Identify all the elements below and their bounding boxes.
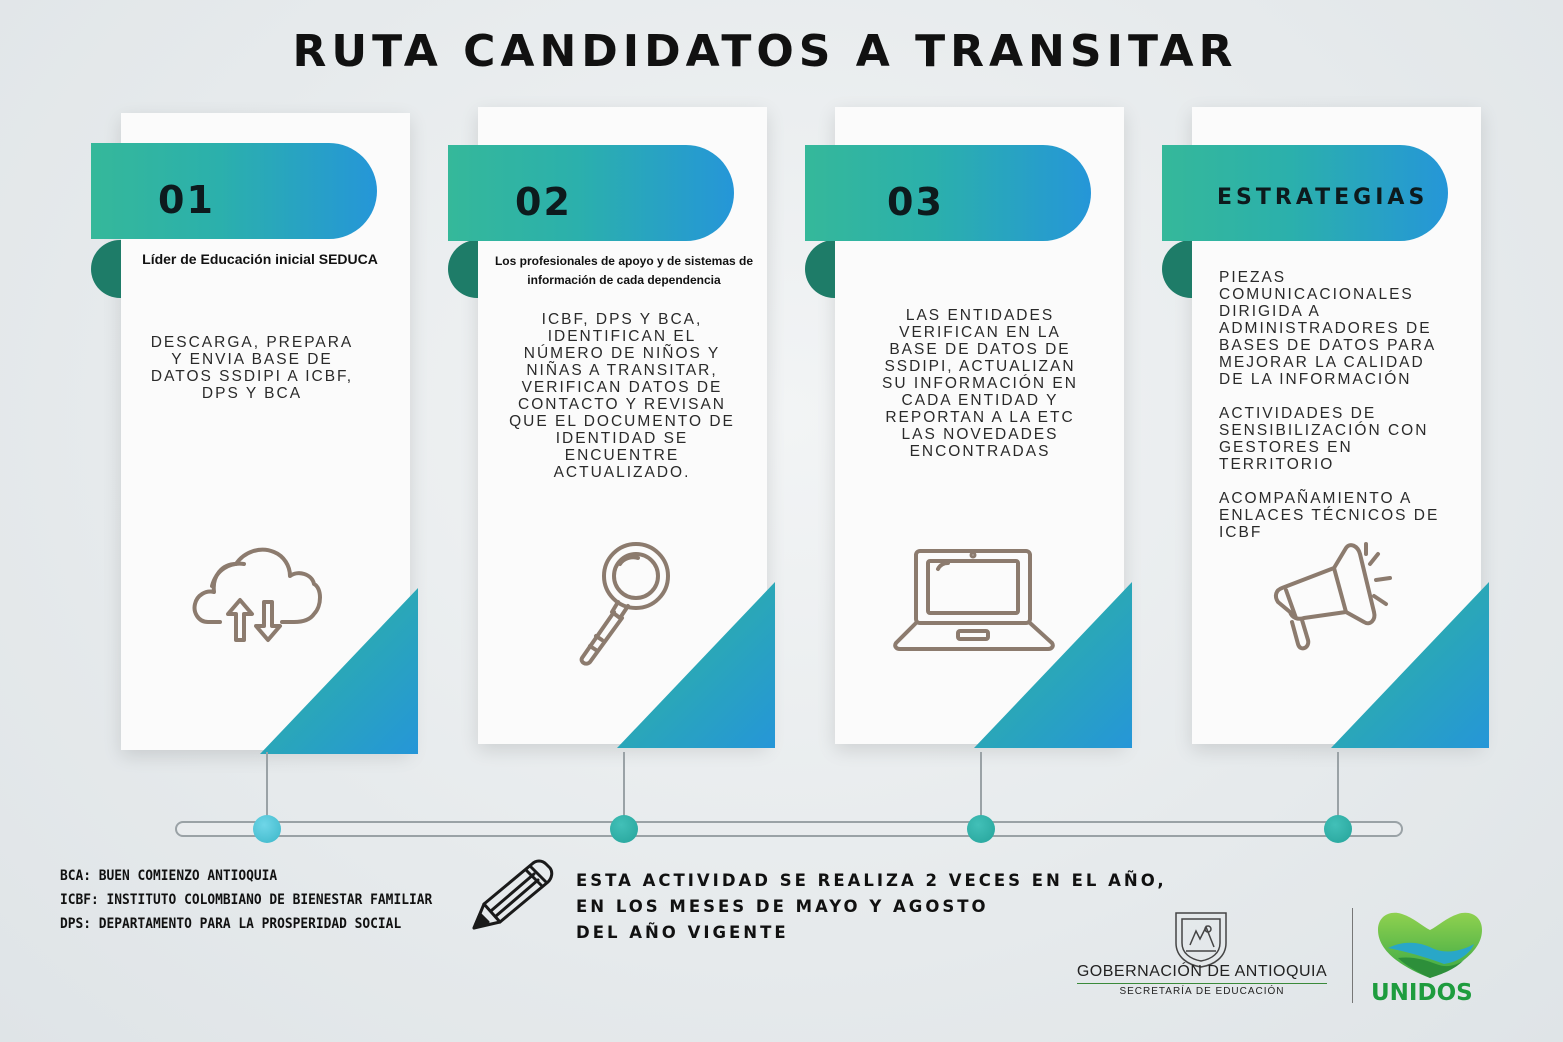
step-banner-03: [805, 145, 1091, 241]
step-banner-02: [448, 145, 734, 241]
unidos-wordmark: UNIDOS: [1371, 980, 1473, 1006]
glossary: [60, 864, 465, 936]
strategies-label: ESTRATEGIAS: [1217, 185, 1429, 210]
glossary-item: BCA: BUEN COMIENZO ANTIOQUIA: [60, 868, 278, 884]
banner-fold: [1162, 240, 1192, 298]
note-line: ESTA ACTIVIDAD SE REALIZA 2 VECES EN EL AÑO,: [576, 871, 1167, 890]
banner-fold: [448, 240, 478, 298]
cloud-upload-download-icon: [190, 540, 324, 644]
step-number: 01: [158, 178, 215, 222]
glossary-item: ICBF: INSTITUTO COLOMBIANO DE BIENESTAR FAMILIAR: [60, 892, 433, 908]
step-number: 02: [515, 180, 572, 224]
timeline-dot: [1324, 815, 1352, 843]
step-subtitle-line: información de cada dependencia: [527, 273, 721, 287]
pencil-icon: [470, 858, 554, 932]
timeline-bar: [175, 821, 1403, 837]
gov-logo: [1068, 905, 1336, 997]
step-banner-01: [91, 143, 377, 239]
timeline-dot: [253, 815, 281, 843]
note-line: DEL AÑO VIGENTE: [576, 923, 789, 942]
page-title: RUTA CANDIDATOS A TRANSITAR: [292, 26, 1238, 77]
unidos-heart-logo: [1374, 908, 1486, 980]
laptop-icon: [892, 545, 1056, 651]
step-subtitle: [478, 252, 770, 290]
strategy-item: ACTIVIDADES DE SENSIBILIZACIÓN CON GESTORES EN TERRITORIO: [1219, 405, 1429, 473]
step-subtitle: Líder de Educación inicial SEDUCA: [142, 251, 378, 267]
magnifying-glass-icon: [574, 540, 678, 666]
banner-fold: [91, 240, 121, 298]
step-description: DESCARGA, PREPARA Y ENVIA BASE DE DATOS SSDIPI A ICBF, DPS Y BCA: [150, 334, 354, 402]
step-subtitle-line: Los profesionales de apoyo y de sistemas de: [494, 254, 754, 268]
step-number: 03: [887, 180, 944, 224]
strategy-item: PIEZAS COMUNICACIONALES DIRIGIDA A ADMINISTRADORES DE BASES DE DATOS PARA MEJORAR LA CALIDAD DE LA INFORMACIÓN: [1219, 269, 1436, 388]
strategy-item: ACOMPAÑAMIENTO A ENLACES TÉCNICOS DE ICBF: [1219, 490, 1440, 541]
gov-name: GOBERNACIÓN DE ANTIOQUIA: [1077, 963, 1327, 984]
logo-divider: [1352, 908, 1353, 1003]
glossary-item: DPS: DEPARTAMENTO PARA LA PROSPERIDAD SOCIAL: [60, 916, 402, 932]
step-description: ICBF, DPS Y BCA, IDENTIFICAN EL NÚMERO DE NIÑOS Y NIÑAS A TRANSITAR, VERIFICAN DATOS DE CONTACTO Y REVISAN QUE EL DOCUMENTO DE IDENTIDAD SE ENCUENTRE ACTUALIZADO.: [509, 311, 735, 481]
gov-subtitle: SECRETARÍA DE EDUCACIÓN: [1119, 986, 1285, 997]
strategies-list: [1219, 269, 1447, 558]
timeline-dot: [610, 815, 638, 843]
banner-fold: [805, 240, 835, 298]
note-line: EN LOS MESES DE MAYO Y AGOSTO: [576, 897, 989, 916]
timeline-dot: [967, 815, 995, 843]
megaphone-icon: [1270, 540, 1396, 660]
step-description: LAS ENTIDADES VERIFICAN EN LA BASE DE DATOS DE SSDIPI, ACTUALIZAN SU INFORMACIÓN EN CADA ENTIDAD Y REPORTAN A LA ETC LAS NOVEDADES ENCONTRADAS: [882, 307, 1078, 460]
